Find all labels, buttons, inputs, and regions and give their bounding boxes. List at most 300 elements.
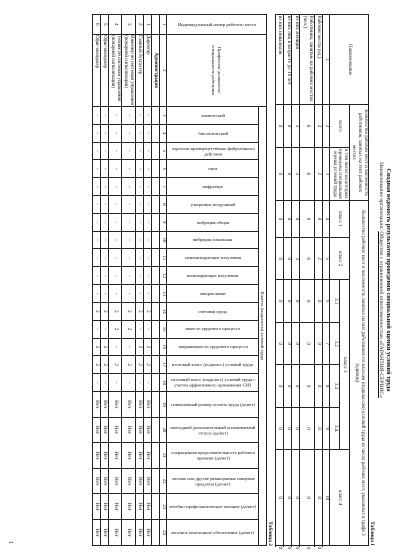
t2-row-profession: Офис-менеджер [92, 34, 100, 106]
t2-cell: - [92, 213, 100, 231]
t1-cell: 0 [284, 407, 292, 449]
t2-cell [151, 231, 159, 249]
organization-line [377, 14, 383, 546]
t2-cell: - [143, 142, 151, 160]
t2-cell: - [122, 142, 135, 160]
t2-cell: Нет [143, 443, 151, 469]
t2-cell: 2 [122, 302, 135, 320]
t1-row-label: из них женщин [292, 15, 300, 105]
t2-cell: - [143, 160, 151, 178]
t2-row-number: 6 [92, 15, 100, 35]
t2-col-number: 22 [159, 468, 167, 494]
t2-cell: - [143, 249, 151, 267]
t2-col-number: 8 [159, 196, 167, 214]
t1-cell: 3 [292, 147, 300, 200]
t2-cell: - [135, 178, 143, 196]
t2-cell: 2 [135, 338, 143, 356]
t2-factor-header: вибрация локальная [167, 231, 259, 249]
t1-cell: 0 [284, 237, 292, 279]
t2-cell: Нет [122, 391, 135, 417]
t2-col-number: 24 [159, 520, 167, 546]
t1-row-label: из них лиц в возрасте до 18 лет [284, 15, 292, 105]
t2-cell: Нет [109, 417, 122, 443]
t1-cell: 2 [314, 237, 322, 279]
t1-cell: 0 [314, 450, 322, 546]
t2-cell: - [135, 106, 143, 124]
t2-cell: - [143, 267, 151, 285]
t1-col-number: 8 [322, 365, 330, 407]
t2-cell [151, 468, 159, 494]
t2-col-number: 11 [159, 249, 167, 267]
t2-cell: - [135, 267, 143, 285]
t2-cell: - [143, 178, 151, 196]
t2-cell: Нет [92, 520, 100, 546]
t2-cell: - [100, 142, 108, 160]
t2-col-number: 3 [159, 106, 167, 124]
t2-factor-header: шум [167, 160, 259, 178]
t2-cell: - [135, 285, 143, 303]
t2-cell: - [143, 124, 151, 142]
t2-cell: - [143, 106, 151, 124]
t1-cell: 0 [275, 200, 283, 237]
t2-cell: - [135, 213, 143, 231]
t1-header-class4: класс 4 [330, 450, 349, 546]
t1-header-sub33: 3.3 [330, 365, 340, 407]
t2-factor-header: сокращенная продолжительность рабочего времени (да/нет) [167, 443, 259, 469]
t1-col-number: 7 [322, 322, 330, 364]
organization-label: Наименование организации: [377, 162, 384, 230]
t2-factor-header: льготное пенсионное обеспечение (да/нет) [167, 520, 259, 546]
t1-cell: 0 [275, 105, 283, 147]
t2-cell: - [100, 160, 108, 178]
t2-cell: - [109, 213, 122, 231]
t2-cell: 2 [143, 356, 151, 374]
t2-cell: - [92, 178, 100, 196]
t2-col-number: 9 [159, 213, 167, 231]
t2-cell: 2 [92, 356, 100, 374]
t2-cell [151, 356, 159, 374]
t2-col-number: 2 [159, 34, 167, 106]
t2-factor-header: тяжесть трудового процесса [167, 320, 259, 338]
t2-cell: Нет [109, 443, 122, 469]
t2-cell: - [100, 124, 108, 142]
t1-cell: 0 [275, 322, 283, 364]
t2-cell: - [122, 178, 135, 196]
t2-cell [151, 494, 159, 520]
t1-col-number: 10 [322, 450, 330, 546]
t1-col-number: 2 [322, 105, 330, 147]
t2-cell: Нет [100, 468, 108, 494]
t2-row-profession: Директор [143, 34, 151, 106]
t2-factor-header: молоко или другие равноценные пищевые продукты (да/нет) [167, 468, 259, 494]
t1-cell: 0 [275, 365, 283, 407]
t2-cell: - [122, 285, 135, 303]
t1-cell: 0 [292, 200, 300, 237]
t2-cell: - [135, 374, 143, 392]
t2-cell: - [100, 249, 108, 267]
t2-cell: - [100, 178, 108, 196]
t2-cell: Нет [92, 417, 100, 443]
t1-header-name: Наименование [330, 15, 369, 105]
t1-cell: 0 [275, 407, 283, 449]
t2-cell [151, 178, 159, 196]
t2-cell: - [92, 231, 100, 249]
t2-cell: Нет [135, 391, 143, 417]
t2-cell [151, 196, 159, 214]
t1-row-label: из них инвалидов [275, 15, 283, 105]
t2-col-number: 14 [159, 302, 167, 320]
t2-cell: - [92, 124, 100, 142]
t2-cell: - [122, 231, 135, 249]
t1-cell: 0 [300, 322, 314, 364]
t1-cell: 0 [300, 280, 314, 322]
t2-row-number: 5 [100, 15, 108, 35]
t2-cell: - [92, 320, 100, 338]
t2-cell: - [122, 196, 135, 214]
t2-cell: Нет [100, 391, 108, 417]
t2-cell: 2 [100, 338, 108, 356]
t2-cell: Нет [122, 468, 135, 494]
t1-cell: 0 [314, 407, 322, 449]
t2-col-number: 10 [159, 231, 167, 249]
t2-factor-header: световая среда [167, 302, 259, 320]
t1-cell: 0 [292, 322, 300, 364]
t1-cell: 0 [275, 237, 283, 279]
t2-cell: - [109, 231, 122, 249]
document-title: Сводная ведомость результатов проведения специальной оценки условий труда [385, 168, 392, 392]
t2-cell: - [122, 338, 135, 356]
t1-col-number: 4 [322, 200, 330, 237]
t2-cell: - [109, 249, 122, 267]
t2-cell: - [135, 320, 143, 338]
t2-cell [151, 320, 159, 338]
t1-col-number: 1 [322, 15, 330, 105]
t2-cell: Нет [100, 443, 108, 469]
t2-table-row [92, 15, 100, 546]
t2-cell: 2 [122, 356, 135, 374]
t2-cell: Нет [109, 520, 122, 546]
t2-factor-header: вибрация общая [167, 213, 259, 231]
t2-cell: Нет [92, 494, 100, 520]
t1-header-class1: класс 1 [330, 200, 349, 237]
t1-cell: 0 [300, 365, 314, 407]
t1-header-class2: класс 2 [330, 237, 349, 279]
t2-cell: - [122, 249, 135, 267]
t2-cell: - [92, 196, 100, 214]
t1-cell: 0 [314, 365, 322, 407]
t2-cell: Нет [100, 494, 108, 520]
table1-tag: Таблица 1 [369, 521, 376, 546]
t1-cell: 0 [304, 546, 311, 550]
t2-cell: 2 [135, 302, 143, 320]
t2-factor-header: микроклимат [167, 285, 259, 303]
t2-row-number [151, 15, 159, 35]
t1-cell: 0 [300, 407, 314, 449]
t2-cell [151, 249, 159, 267]
t1-cell: 2 [314, 105, 322, 147]
t2-factor-header: аэрозоли преимущественно фиброгенного действия [167, 142, 259, 160]
t2-cell: - [92, 249, 100, 267]
t1-col-number: 5 [322, 237, 330, 279]
t2-col-number: 17 [159, 356, 167, 374]
t2-cell [151, 391, 159, 417]
t2-row-profession: Главный бухгалтер [135, 34, 143, 106]
t1-header-workplaces: Количество рабочих мест и численность работников, занятых на этих рабочих местах [349, 105, 368, 201]
t1-table-row [300, 15, 314, 546]
t2-cell [151, 124, 159, 142]
t1-col-number: 3 [322, 147, 330, 200]
t2-cell: Нет [143, 468, 151, 494]
t2-row-number: 4 [109, 15, 122, 35]
t2-factor-header: ультразвук воздушный [167, 196, 259, 214]
table2-tag: Таблица 2 [266, 521, 273, 546]
t2-cell [151, 374, 159, 392]
t2-cell: - [109, 285, 122, 303]
t2-factor-header: напряженность трудового процесса [167, 338, 259, 356]
t1-cell: 0 [284, 200, 292, 237]
t2-factor-header: лечебно-профилактическое питание (да/нет) [167, 494, 259, 520]
t1-cell: 0 [314, 322, 322, 364]
t2-cell: 2 [92, 338, 100, 356]
t1-cell: 3 [292, 105, 300, 147]
t2-cell: Нет [92, 391, 100, 417]
t1-cell: 0 [275, 280, 283, 322]
t1-header-sub34: 3.4. [330, 407, 340, 449]
t2-header-prof: Профессия/ должность/ специальность работника [167, 34, 266, 106]
t2-cell: - [135, 231, 143, 249]
t2-cell: 2 [100, 302, 108, 320]
t2-cell: Нет [122, 520, 135, 546]
t2-cell [151, 417, 159, 443]
t2-col-number: 18 [159, 374, 167, 392]
t1-header-sout: в том числе на которых проведена специальная оценка условий труда [331, 148, 349, 199]
t2-row-number: 2 [135, 15, 143, 35]
t1-header-classes: Количество рабочих мест и численность занятых на них работников по классам (подклассам) условий труда из числа рабочих мест, указанных в графе 3 (единиц) [349, 200, 368, 545]
t2-cell: Нет [143, 417, 151, 443]
t2-cell [151, 520, 159, 546]
t2-cell: - [92, 160, 100, 178]
t1-cell: 0 [284, 365, 292, 407]
t2-cell: Нет [135, 520, 143, 546]
t1-header-total: всего [330, 105, 349, 147]
t2-cell: - [122, 267, 135, 285]
t2-cell [151, 106, 159, 124]
t2-cell: - [122, 374, 135, 392]
t1-cell: 0 [284, 105, 292, 147]
t1-cell: 0 [284, 450, 292, 546]
t1-cell: 0 [314, 200, 322, 237]
t2-row-profession: Администрация [151, 34, 159, 106]
t2-col-number: 19 [159, 391, 167, 417]
t2-cell: 2 [143, 302, 151, 320]
table2 [92, 14, 267, 546]
t2-cell: Нет [135, 468, 143, 494]
t1-header-class3: класс 3 [340, 280, 350, 450]
t2-table-row [109, 15, 122, 546]
t2-cell: - [135, 249, 143, 267]
t1-cell: 0 [292, 407, 300, 449]
t2-cell: - [109, 106, 122, 124]
t2-cell: - [92, 106, 100, 124]
t2-cell: Нет [109, 494, 122, 520]
t2-header-num: Индивидуальный номер рабочего места [167, 15, 266, 35]
t2-cell: - [100, 196, 108, 214]
t2-factor-header: итоговый класс (подкласс) условий труда с учетом эффективного применения СИЗ [167, 374, 259, 392]
t2-cell: - [135, 196, 143, 214]
t1-cell: 2 [314, 147, 322, 200]
t1-cell: 0 [277, 546, 284, 550]
t2-factor-header: инфразвук [167, 178, 259, 196]
t1-row-label: Работники, занятые на рабочих местах (чел.) [300, 15, 314, 105]
t1-row-label: Рабочие места (ед.) [314, 15, 322, 105]
t1-table-row [314, 15, 322, 546]
t2-col-number: 4 [159, 124, 167, 142]
t2-cell: - [100, 374, 108, 392]
t2-cell: - [122, 213, 135, 231]
t2-cell: - [100, 320, 108, 338]
t2-cell: - [143, 196, 151, 214]
t2-cell: - [143, 320, 151, 338]
t1-cell: 0 [292, 365, 300, 407]
t1-table-row [292, 15, 300, 546]
t2-cell: - [109, 178, 122, 196]
t1-cell: 0 [292, 450, 300, 546]
t2-cell: - [92, 374, 100, 392]
organization-name: Общество с ограниченной ответственностью «ГАРАНТИЯ-СЕРВИС» [377, 231, 384, 398]
t2-cell: - [122, 160, 135, 178]
t2-factor-header: ионизирующие излучения [167, 267, 259, 285]
t2-cell: - [143, 213, 151, 231]
t2-row-profession: Инженер по системам управления (пожарной сигнализации) [123, 35, 134, 105]
t1-header-sub31: 3.1 [330, 280, 340, 322]
t2-cell: Нет [135, 417, 143, 443]
t2-cell: Нет [109, 468, 122, 494]
t2-row-number: 3 [122, 15, 135, 35]
t2-row-number: 1 [143, 15, 151, 35]
t1-col-number: 6 [322, 280, 330, 322]
t2-cell: 2 [109, 356, 122, 374]
t1-cell: 0 [314, 280, 322, 322]
t2-col-number: 6 [159, 160, 167, 178]
t2-cell [151, 302, 159, 320]
t2-table-row [135, 15, 143, 546]
t2-col-number: 5 [159, 142, 167, 160]
t2-col-number: 7 [159, 178, 167, 196]
t2-cell: Нет [100, 520, 108, 546]
t2-cell: 2 [135, 356, 143, 374]
t2-cell: - [135, 160, 143, 178]
t2-cell: - [92, 142, 100, 160]
t2-cell: Нет [92, 468, 100, 494]
t2-factor-header: неионизирующие излучения [167, 249, 259, 267]
t1-cell: 0 [284, 322, 292, 364]
t1-cell: 6 [300, 105, 314, 147]
t2-col-number: 16 [159, 338, 167, 356]
t2-cell: Нет [143, 520, 151, 546]
t2-cell [151, 213, 159, 231]
t2-cell: 2 [100, 356, 108, 374]
page-number: 1 [6, 541, 13, 544]
t2-cell: - [109, 142, 122, 160]
t2-cell: 2 [109, 302, 122, 320]
t2-cell: 2 [92, 302, 100, 320]
t2-cell [151, 160, 159, 178]
t2-cell: Нет [122, 417, 135, 443]
t2-cell: - [109, 124, 122, 142]
t1-table-row [284, 15, 292, 546]
t2-cell: - [92, 267, 100, 285]
t2-cell: - [109, 338, 122, 356]
t1-cell: 6 [300, 147, 314, 200]
t2-cell: Нет [135, 494, 143, 520]
t2-cell: - [143, 231, 151, 249]
t2-cell: Нет [122, 494, 135, 520]
t2-cell: - [92, 285, 100, 303]
t2-cell [151, 285, 159, 303]
t2-cell: - [143, 374, 151, 392]
t2-table-row [122, 15, 135, 546]
t2-cell [151, 267, 159, 285]
t2-col-number: 15 [159, 320, 167, 338]
t1-cell: 0 [284, 147, 292, 200]
t2-factor-header: биологический [167, 124, 259, 142]
t2-cell: 2 [122, 320, 135, 338]
t2-col-number: 1 [159, 15, 167, 35]
t2-col-number: 23 [159, 494, 167, 520]
t2-cell: - [109, 160, 122, 178]
t2-factor-header: повышенный размер оплаты труда (да,нет) [167, 391, 259, 417]
t2-cell [151, 338, 159, 356]
t2-header-factors: Классы (подклассы) условий труда [259, 106, 266, 545]
t1-col-number: 9 [322, 407, 330, 449]
t1-cell: 0 [275, 147, 283, 200]
t2-cell: - [109, 267, 122, 285]
table1 [275, 14, 369, 550]
t2-table-row [151, 15, 159, 546]
t2-col-number: 21 [159, 443, 167, 469]
t2-col-number: 13 [159, 285, 167, 303]
t2-cell: Нет [135, 443, 143, 469]
t1-table-row [275, 15, 283, 546]
t2-cell: 2 [109, 320, 122, 338]
t2-cell: - [100, 267, 108, 285]
t2-cell: - [100, 231, 108, 249]
t2-cell: - [143, 285, 151, 303]
t2-cell: - [100, 285, 108, 303]
t2-table-row [100, 15, 108, 546]
t2-cell [151, 142, 159, 160]
t2-cell: - [135, 124, 143, 142]
t2-cell: 2 [143, 338, 151, 356]
t1-cell: 3 [292, 237, 300, 279]
t2-row-profession: Техник по системам управления (пожарной сигнализации) [109, 34, 122, 106]
t2-row-profession: Офис-менеджер [100, 34, 108, 106]
t2-cell: - [100, 106, 108, 124]
t2-col-number: 20 [159, 417, 167, 443]
t1-cell: 0 [284, 280, 292, 322]
t1-cell: 0 [292, 280, 300, 322]
t2-cell: Нет [92, 443, 100, 469]
t2-cell: - [109, 374, 122, 392]
t2-cell: - [135, 142, 143, 160]
t2-factor-header: химический [167, 106, 259, 124]
t2-cell: Нет [122, 443, 135, 469]
t2-cell [151, 443, 159, 469]
t1-header-sub32: 3.2 [330, 322, 340, 364]
t2-cell: Нет [100, 417, 108, 443]
t1-number-row [322, 15, 330, 546]
t1-cell: 6 [300, 237, 314, 279]
